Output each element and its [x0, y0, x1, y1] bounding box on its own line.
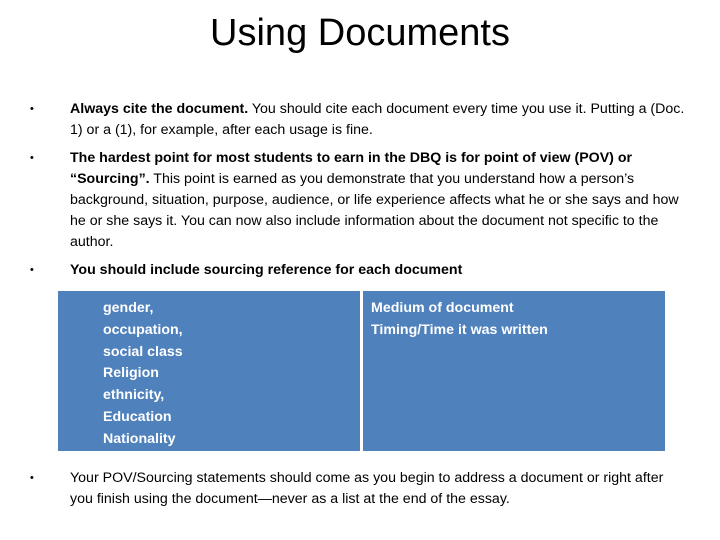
bullet-lead: You should include sourcing reference for each document — [70, 262, 463, 278]
bullet-dot: • — [30, 472, 34, 484]
slide-title: Using Documents — [210, 12, 510, 54]
sourcing-item: Timing/Time it was written — [371, 321, 548, 338]
sourcing-item: occupation, — [103, 321, 183, 338]
sourcing-table — [58, 291, 665, 451]
bullet-text — [70, 148, 685, 253]
sourcing-cell-document — [363, 291, 665, 451]
bullet-text — [70, 468, 685, 510]
bullet-dot: • — [30, 152, 34, 164]
bullet-body: Your POV/Sourcing statements should come as you begin to address a document or right after you finish using the document—never as a list at the end of the essay. — [70, 470, 664, 507]
bullet-body: You should cite each document every time you use it. Putting a (Doc. 1) or a (1), for example, after each usage is fine. — [70, 101, 685, 138]
bullet-text — [70, 260, 685, 281]
bullet-lead: The hardest point for most students to earn in the DBQ is for point of view (POV) or “Sourcing”. — [70, 150, 633, 187]
sourcing-item: Religion — [103, 365, 159, 382]
bullet-dot: • — [30, 264, 34, 276]
bullet-lead: Always cite the document. — [70, 101, 249, 117]
bullet-dot: • — [30, 103, 34, 115]
sourcing-item: ethnicity, — [103, 387, 165, 404]
sourcing-item: Education — [103, 408, 172, 425]
bullet-text — [70, 99, 685, 141]
sourcing-item: gender, — [103, 300, 154, 316]
sourcing-cell-background — [58, 291, 360, 451]
sourcing-item: social class — [103, 343, 183, 360]
sourcing-item: Medium of document — [371, 300, 514, 316]
sourcing-item: Nationality — [103, 430, 176, 447]
bullet-body: This point is earned as you demonstrate that you understand how a person’s background, situation, purpose, audience, or life experience affects what he or she says and how he or she says it. You can now also include information about the document not specific to the author. — [70, 171, 679, 250]
